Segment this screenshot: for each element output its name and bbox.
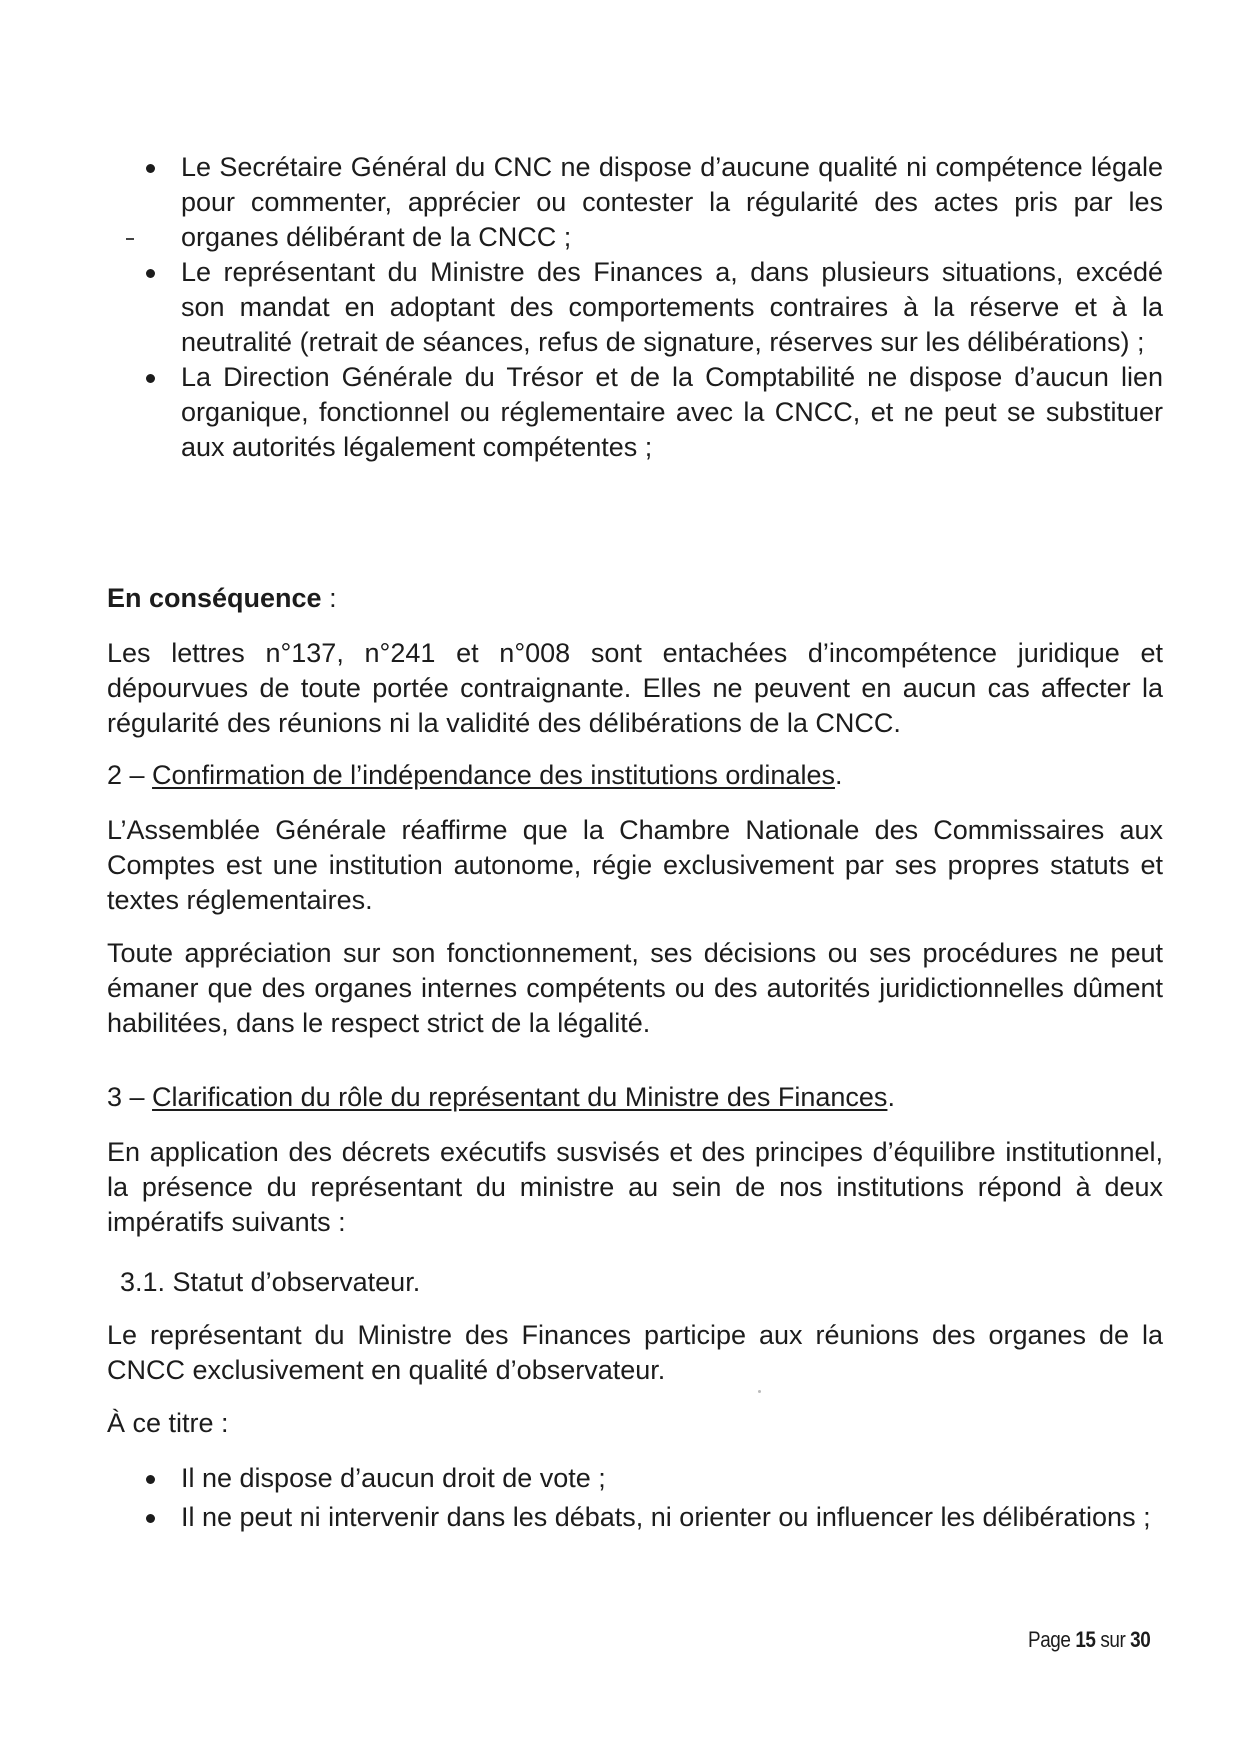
at-this-title-line: À ce titre : [107,1408,229,1438]
list-item: Le Secrétaire Général du CNC ne dispose d’aucune qualité ni compétence légale pour commenter, apprécier ou contester la régularité des actes pris par les organes délibérant de la CNCC ; [107,150,1163,255]
consequence-label: En conséquence [107,583,322,613]
list-item: Il ne peut ni intervenir dans les débats, ni orienter ou influencer les délibérations ; [107,1500,1163,1535]
section-3-heading [107,1080,1163,1115]
section-2-paragraph-1: L’Assemblée Générale réaffirme que la Chambre Nationale des Commissaires aux Comptes est une institution autonome, régie exclusivement par ses propres statuts et textes réglementaires. [107,815,1163,915]
page-number [1028,1627,1150,1653]
scan-speck [758,1390,761,1393]
section-3-paragraph-2: Le représentant du Ministre des Finances participe aux réunions des organes de la CNCC exclusivement en qualité d’observateur. [107,1320,1163,1385]
top-bullet-list [107,150,1163,465]
list-item: Le représentant du Ministre des Finances a, dans plusieurs situations, excédé son mandat en adoptant des comportements contraires à la réserve et à la neutralité (retrait de séances, refus de signature, réserves sur les délibérations) ; [107,255,1163,360]
section-2-paragraph-2: Toute appréciation sur son fonctionnement, ses décisions ou ses procédures ne peut émaner que des organes internes compétents ou des autorités juridictionnelles dûment habilitées, dans le respect strict de la légalité. [107,938,1163,1038]
consequence-heading [107,581,1163,616]
bottom-bullet-list [107,1461,1163,1535]
consequence-suffix: : [321,583,337,613]
section-2-heading [107,758,1163,793]
of-label: sur [1100,1627,1126,1652]
list-item: La Direction Générale du Trésor et de la Comptabilité ne dispose d’aucun lien organique, fonctionnel ou réglementaire avec la CNCC, et ne peut se substituer aux autorités légalement compétentes ; [107,360,1163,465]
section-3-number: 3 – [107,1082,153,1112]
section-2-title: Confirmation de l’indépendance des institutions ordinales [152,760,835,790]
page-total: 30 [1130,1627,1151,1652]
section-2-end: . [834,760,843,790]
section-3-end: . [887,1082,895,1112]
list-item: Il ne dispose d’aucun droit de vote ; [107,1461,1163,1496]
subsection-3-1: 3.1. Statut d’observateur. [120,1267,421,1297]
page-current: 15 [1075,1627,1096,1652]
section-3-title: Clarification du rôle du représentant du Ministre des Finances [152,1082,888,1112]
section-3-paragraph-1: En application des décrets exécutifs susvisés et des principes d’équilibre institutionnel, la présence du représentant du ministre au sein de nos institutions répond à deux impératifs suivants : [107,1137,1163,1237]
page-label: Page [1028,1627,1071,1652]
section-2-number: 2 – [107,760,153,790]
consequence-paragraph: Les lettres n°137, n°241 et n°008 sont entachées d’incompétence juridique et dépourvues de toute portée contraignante. Elles ne peuvent en aucun cas affecter la régularité des réunions ni la validité des délibérations de la CNCC. [107,638,1163,738]
